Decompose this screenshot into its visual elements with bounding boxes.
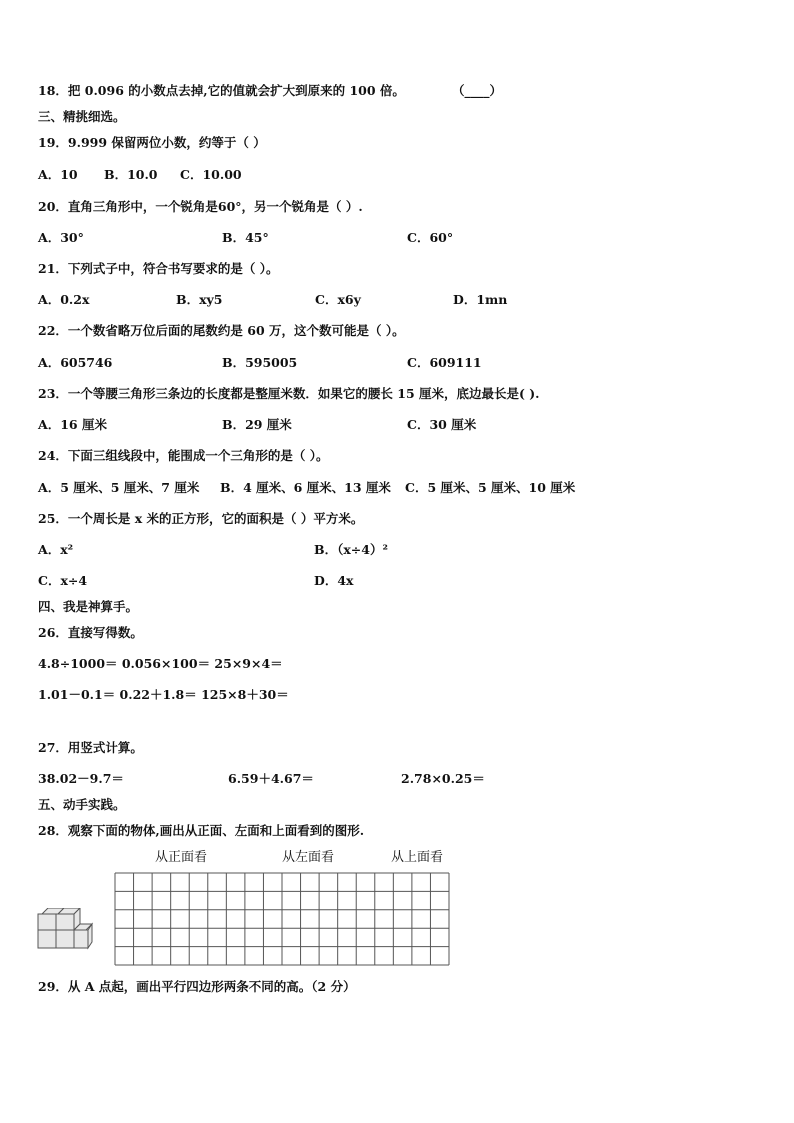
- option-b[interactable]: B．（x÷4）²: [314, 542, 388, 557]
- option-a[interactable]: A．16 厘米: [38, 417, 107, 432]
- option-a[interactable]: A．605746: [38, 355, 113, 370]
- drawing-grid[interactable]: [114, 872, 450, 966]
- option-a[interactable]: A．5 厘米、5 厘米、7 厘米: [38, 480, 200, 495]
- option-a[interactable]: A．0.2x: [38, 292, 90, 307]
- question-19-text: 19．9.999 保留两位小数，约等于（ ）: [38, 135, 266, 150]
- option-c[interactable]: C．30 厘米: [407, 417, 477, 432]
- vertical-calc-item: 6.59＋4.67＝: [228, 771, 314, 786]
- question-27-text: 27．用竖式计算。: [38, 740, 143, 755]
- option-a[interactable]: A．10: [38, 167, 78, 182]
- question-22-text: 22．一个数省略万位后面的尾数约是 60 万，这个数可能是（ ）。: [38, 323, 405, 338]
- option-c[interactable]: C．x÷4: [38, 573, 88, 588]
- option-b[interactable]: B．4 厘米、6 厘米、13 厘米: [220, 480, 391, 495]
- option-a[interactable]: A．30°: [38, 230, 84, 245]
- question-26-text: 26．直接写得数。: [38, 625, 143, 640]
- question-23-text: 23．一个等腰三角形三条边的长度都是整厘米数．如果它的腰长 15 厘米，底边最长是( ).: [38, 386, 540, 401]
- calc-row-2: 1.01－0.1＝ 0.22＋1.8＝ 125×8＋30＝: [38, 687, 289, 702]
- option-c[interactable]: C．10.00: [180, 167, 242, 182]
- option-b[interactable]: B．xy5: [176, 292, 223, 307]
- vertical-calc-item: 38.02－9.7＝: [38, 771, 124, 786]
- option-b[interactable]: B．45°: [222, 230, 269, 245]
- option-b[interactable]: B．29 厘米: [222, 417, 292, 432]
- cube-stack-figure: [36, 908, 94, 952]
- option-c[interactable]: C．5 厘米、5 厘米、10 厘米: [405, 480, 576, 495]
- question-25-text: 25．一个周长是 x 米的正方形，它的面积是（ ）平方米。: [38, 511, 364, 526]
- option-c[interactable]: C．x6y: [315, 292, 361, 307]
- answer-blank[interactable]: （____）: [452, 83, 503, 98]
- question-24-text: 24．下面三组线段中，能围成一个三角形的是（ ）。: [38, 448, 329, 463]
- option-c[interactable]: C．60°: [407, 230, 454, 245]
- top-view-label: 从上面看: [391, 850, 444, 865]
- question-29-text: 29．从 A 点起，画出平行四边形两条不同的高。（2 分）: [38, 979, 356, 994]
- question-18-text: 18．把 0.096 的小数点去掉,它的值就会扩大到原来的 100 倍。: [38, 83, 405, 98]
- question-21-text: 21．下列式子中，符合书写要求的是（ ）。: [38, 261, 279, 276]
- option-d[interactable]: D．1mn: [453, 292, 508, 307]
- vertical-calc-item: 2.78×0.25＝: [401, 771, 485, 786]
- left-view-label: 从左面看: [282, 850, 335, 865]
- section-3-heading: 三、精挑细选。: [38, 109, 126, 124]
- calc-row-1: 4.8÷1000＝ 0.056×100＝ 25×9×4＝: [38, 656, 283, 671]
- section-5-heading: 五、动手实践。: [38, 797, 126, 812]
- section-4-heading: 四、我是神算手。: [38, 599, 139, 614]
- option-d[interactable]: D．4x: [314, 573, 354, 588]
- option-b[interactable]: B．10.0: [104, 167, 158, 182]
- option-c[interactable]: C．609111: [407, 355, 482, 370]
- option-a[interactable]: A．x²: [38, 542, 74, 557]
- question-20-text: 20．直角三角形中，一个锐角是60°，另一个锐角是（ ）.: [38, 199, 363, 214]
- front-view-label: 从正面看: [155, 850, 208, 865]
- question-28-text: 28．观察下面的物体,画出从正面、左面和上面看到的图形.: [38, 823, 365, 838]
- option-b[interactable]: B．595005: [222, 355, 298, 370]
